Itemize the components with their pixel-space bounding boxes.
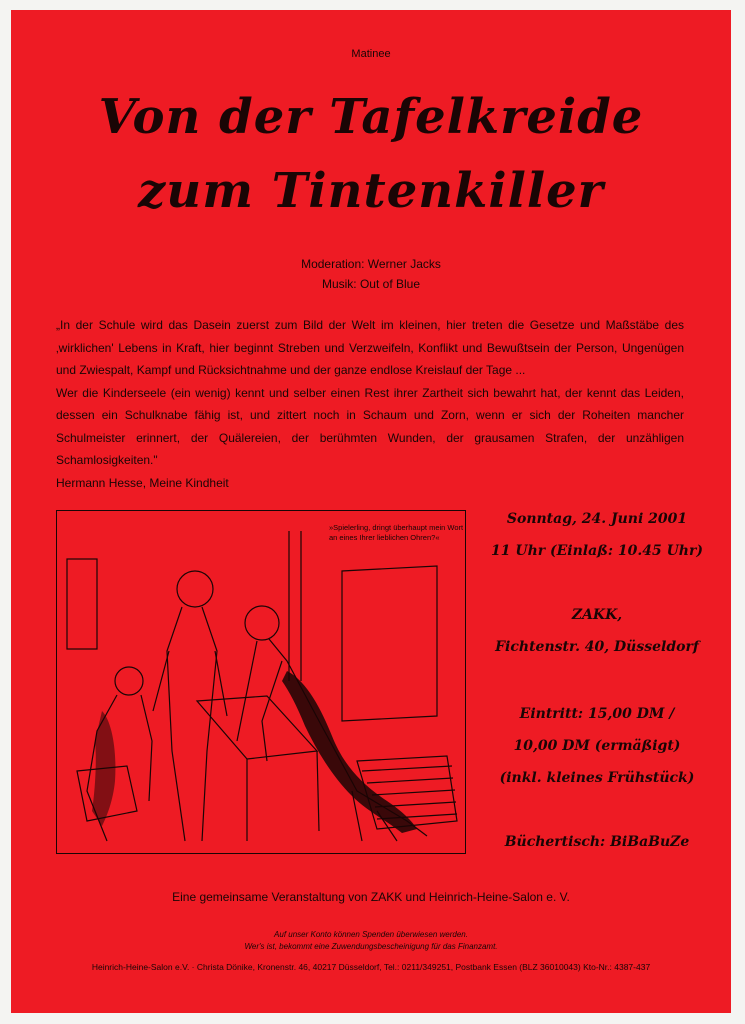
event-price-1: Eintritt: 15,00 DM /: [519, 706, 675, 722]
speech-bubble: »Spielerling, dringt überhaupt mein Wort an eines Ihrer lieblichen Ohren?«: [329, 523, 464, 542]
organizers-line: Eine gemeinsame Veranstaltung von ZAKK und Heinrich-Heine-Salon e. V.: [172, 890, 570, 904]
pupil-head: [177, 571, 213, 607]
window-frame: [67, 559, 97, 649]
event-date: Sonntag, 24. Juni 2001: [506, 511, 688, 527]
seated-pupil-head: [115, 667, 143, 695]
quote-paragraph-1: „In der Schule wird das Dasein zuerst zum Bild der Welt im kleinen, hier treten die Gesetze und Maßstäbe des ‚wirklichen' Lebens in Kraft, hier beginnt Streben und Verzweifeln, Konflikt und Bewußtsein der Person, Ungenügen und Zwiespalt, Kampf und Rücksichtnahme und der ganze endlose Kreislauf der Tage ...: [56, 318, 684, 377]
classroom-drawing: [57, 511, 465, 853]
title-line-2: zum Tintenkiller: [138, 163, 604, 219]
event-address: Fichtenstr. 40, Düsseldorf: [495, 639, 699, 655]
event-price-2: 10,00 DM (ermäßigt): [513, 738, 681, 754]
event-price-3: (inkl. kleines Frühstück): [499, 770, 695, 786]
pre-title: Matinee: [351, 48, 391, 60]
teacher-head: [245, 606, 279, 640]
quote-paragraph-2: Wer die Kinderseele (ein wenig) kennt und selber einen Rest ihrer Zartheit sich bewahrt hat, der kennt das Leiden, dessen ein Schulknabe fähig ist, und zittert noch in Schaum und Zorn, wenn er sich der Roheiten mancher Schulmeister erinnert, der Quälereien, der berühmten Wunden, der grausamen Strafen, der unzähligen Schamlosigkeiten.": [56, 385, 684, 467]
title-line-1: Von der Tafelkreide: [98, 89, 644, 145]
quote-block: [56, 314, 684, 494]
blackboard: [342, 566, 437, 721]
moderation-credit: Moderation: Werner Jacks: [301, 257, 441, 271]
pupil-body: [167, 607, 185, 841]
poster: [11, 10, 731, 1013]
book-table: Büchertisch: BiBaBuZe: [504, 834, 690, 850]
music-credit: Musik: Out of Blue: [321, 277, 421, 291]
event-time: 11 Uhr (Einlaß: 10.45 Uhr): [491, 543, 703, 559]
quote-attribution: Hermann Hesse, Meine Kindheit: [56, 475, 229, 490]
donation-line-2: Wer's ist, bekommt eine Zuwendungsbescheinigung für das Finanzamt.: [244, 942, 498, 951]
teacher-body: [269, 639, 427, 836]
classroom-illustration: [56, 510, 466, 854]
donation-line-1: Auf unser Konto können Spenden überwiesen werden.: [274, 930, 468, 939]
event-venue: ZAKK,: [571, 607, 623, 623]
contact-line: Heinrich-Heine-Salon e.V. · Christa Dönike, Kronenstr. 46, 40217 Düsseldorf, Tel.: 0211/349251, Postbank Essen (BLZ 36010043) Kto-Nr.: 4387-437: [91, 962, 651, 972]
